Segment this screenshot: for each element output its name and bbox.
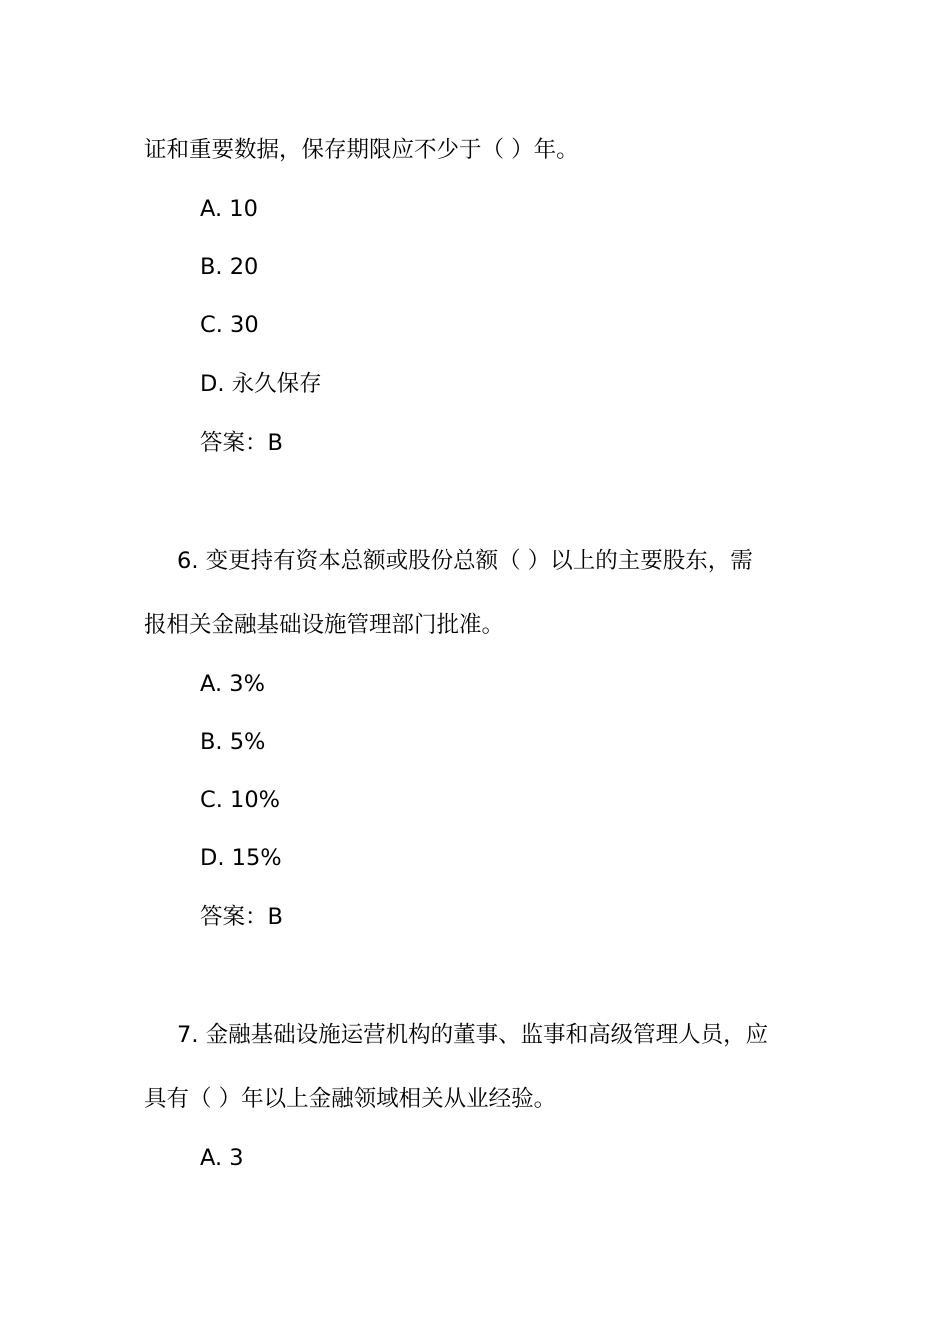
question-6-option-d: D. 15% xyxy=(200,845,282,871)
question-6-option-c: C. 10% xyxy=(200,787,281,813)
question-6-text-line-1: 6. 变更持有资本总额或股份总额（ ）以上的主要股东，需 xyxy=(177,548,753,574)
question-5-option-d: D. 永久保存 xyxy=(200,371,322,397)
question-5-answer: 答案：B xyxy=(200,430,283,456)
question-6-text-line-2: 报相关金融基础设施管理部门批准。 xyxy=(144,612,505,638)
question-5-option-b: B. 20 xyxy=(200,254,259,280)
question-5-option-a: A. 10 xyxy=(200,196,258,222)
question-7-text-line-2: 具有（ ）年以上金融领域相关从业经验。 xyxy=(144,1086,557,1112)
question-5-option-c: C. 30 xyxy=(200,312,259,338)
question-6-answer: 答案：B xyxy=(200,904,283,930)
question-5-text: 证和重要数据，保存期限应不少于（ ）年。 xyxy=(144,137,579,163)
question-7-text-line-1: 7. 金融基础设施运营机构的董事、监事和高级管理人员，应 xyxy=(177,1022,769,1048)
question-6-option-a: A. 3% xyxy=(200,671,265,697)
question-7-option-a: A. 3 xyxy=(200,1145,244,1171)
question-6-option-b: B. 5% xyxy=(200,729,266,755)
